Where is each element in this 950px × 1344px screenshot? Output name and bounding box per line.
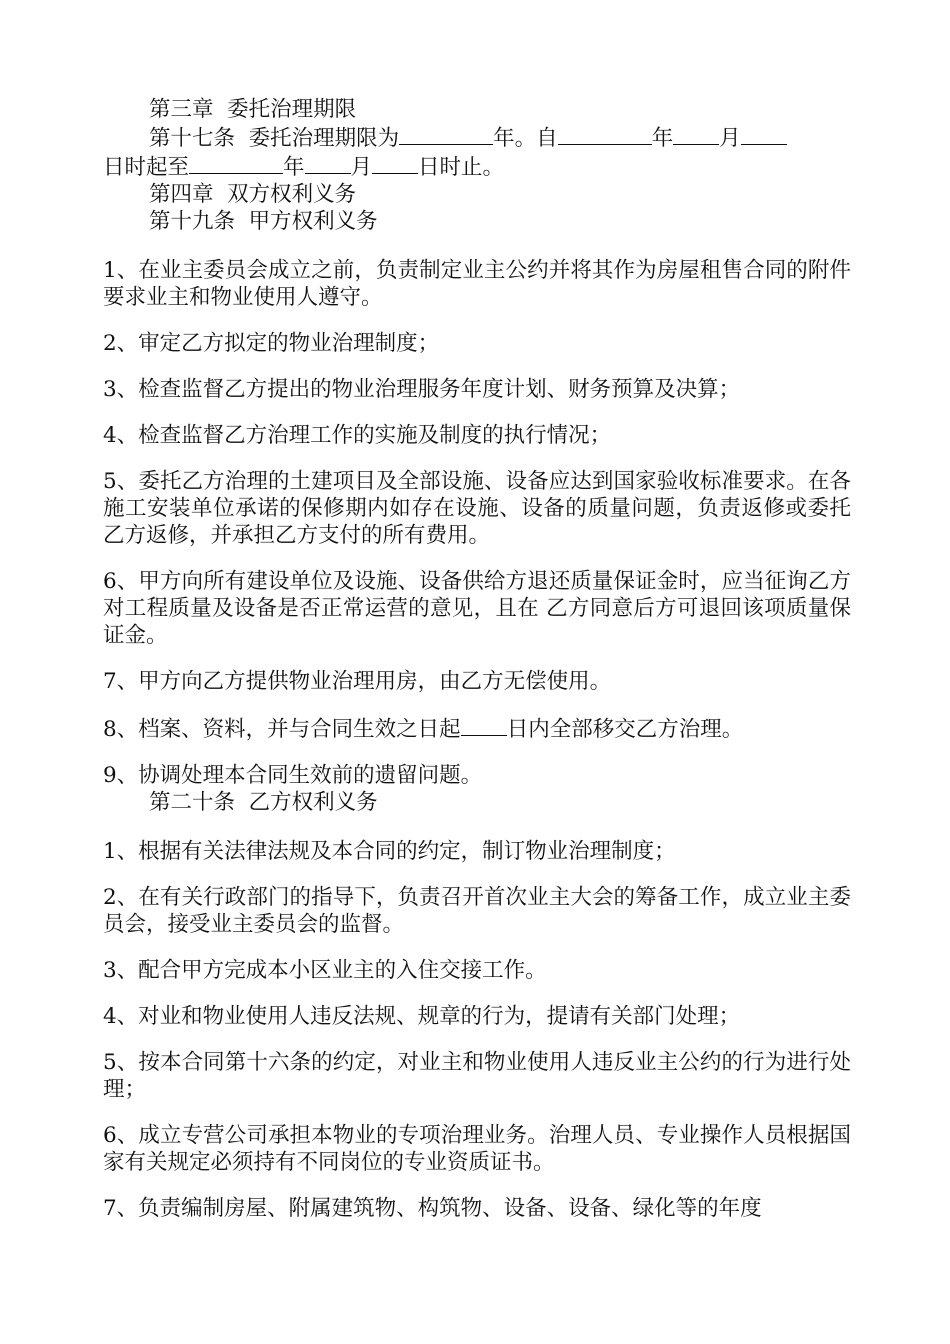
article-17-line-1 [103,123,851,152]
start-day-blank[interactable] [741,123,787,145]
chapter-4-heading: 第四章 双方权利义务 [149,182,357,207]
end-year-blank[interactable] [189,152,283,174]
term-blank[interactable] [399,123,493,145]
end-month-blank[interactable] [305,152,351,174]
article-17-line-2 [103,152,851,181]
article-20-heading: 第二十条 乙方权利义务 [149,790,378,815]
start-month-blank[interactable] [673,123,719,145]
document-page [103,96,851,1222]
article-17-text-2: 年 [651,126,674,151]
party-a-item-6: 6、甲方向所有建设单位及设施、设备供给方退还质量保证金时，应当征询乙方对工程质量及设备是否正常运营的意见，且在 乙方同意后方可退回该项质量保证金。 [103,569,851,648]
party-a-item-8 [103,714,851,743]
handover-days-blank[interactable] [461,714,507,736]
party-b-item-7: 7、负责编制房屋、附属建筑物、构筑物、设备、设备、绿化等的年度 [103,1196,762,1221]
party-a-item-1: 1、在业主委员会成立之前，负责制定业主公约并将其作为房屋租售合同的附件要求业主和物业使用人遵守。 [103,258,851,310]
party-a-item-2: 2、审定乙方拟定的物业治理制度； [103,331,440,356]
party-a-item-3: 3、检查监督乙方提出的物业治理服务年度计划、财务预算及决算； [103,377,741,402]
article-17-lead: 第十七条 委托治理期限为 [149,126,400,151]
party-b-item-3: 3、配合甲方完成本小区业主的入住交接工作。 [103,958,547,983]
party-a-item-7: 7、甲方向乙方提供物业治理用房，由乙方无偿使用。 [103,669,612,694]
party-a-item-8-tail: 日内全部移交乙方治理。 [506,717,744,742]
article-17-text-3: 月 [719,126,741,151]
party-b-item-1: 1、根据有关法律法规及本合同的约定，制订物业治理制度； [103,839,676,864]
article-19-heading: 第十九条 甲方权利义务 [149,209,378,234]
party-a-item-5: 5、委托乙方治理的土建项目及全部设施、设备应达到国家验收标准要求。在各施工安装单位承诺的保修期内如存在设施、设备的质量问题，负责返修或委托乙方返修，并承担乙方支付的所有费用。 [103,469,851,548]
article-17-text-1: 年。自 [493,126,558,151]
party-b-item-2: 2、在有关行政部门的指导下，负责召开首次业主大会的筹备工作，成立业主委员会，接受业主委员会的监督。 [103,885,851,937]
party-a-item-4: 4、检查监督乙方治理工作的实施及制度的执行情况； [103,423,612,448]
party-b-item-5: 5、按本合同第十六条的约定，对业主和物业使用人违反业主公约的行为进行处理； [103,1050,851,1102]
article-17-text-6: 月 [350,155,373,180]
article-17-text-5: 年 [283,155,305,180]
article-17-text-4: 日时起至 [103,155,190,180]
article-17-text-7: 日时止。 [418,155,505,180]
party-a-item-8-lead: 8、档案、资料，并与合同生效之日起 [103,717,461,742]
party-a-item-9: 9、协调处理本合同生效前的遗留问题。 [103,763,483,788]
chapter-3-heading: 第三章 委托治理期限 [149,97,357,122]
start-year-blank[interactable] [558,123,652,145]
party-b-item-6: 6、成立专营公司承担本物业的专项治理业务。治理人员、专业操作人员根据国家有关规定必须持有不同岗位的专业资质证书。 [103,1123,851,1175]
end-day-blank[interactable] [372,152,418,174]
party-b-item-4: 4、对业和物业使用人违反法规、规章的行为，提请有关部门处理； [103,1004,741,1029]
